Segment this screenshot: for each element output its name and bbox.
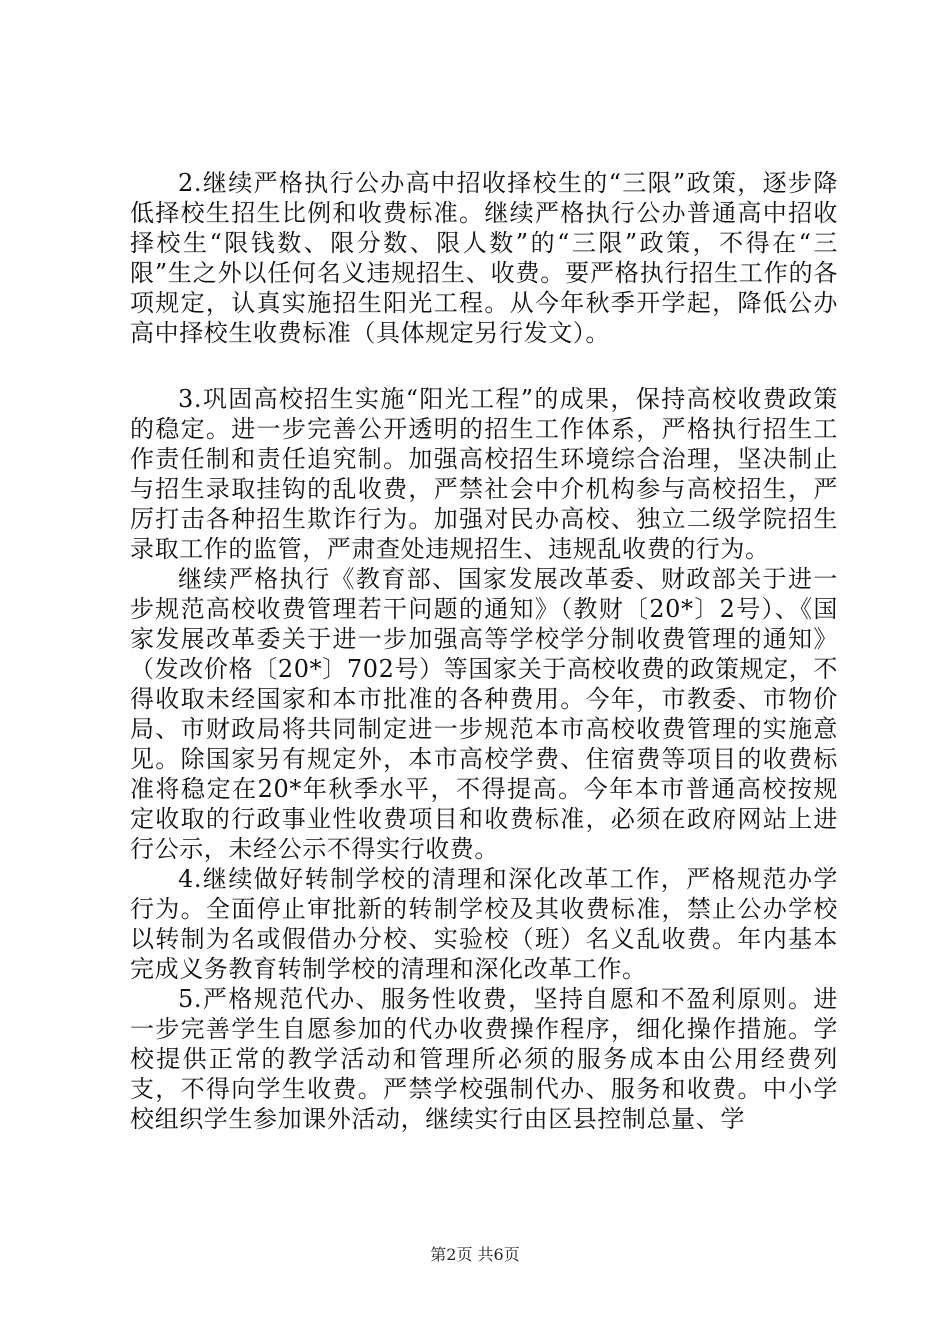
paragraph-gap: [130, 348, 838, 384]
paragraph-item-5: 5.严格规范代办、服务性收费，坚持自愿和不盈利原则。进一步完善学生自愿参加的代办收费操作程序，细化操作措施。学校提供正常的教学活动和管理所必须的服务成本由公用经费列支，不得向学生收费。严禁学校强制代办、服务和收费。中小学校组织学生参加课外活动，继续实行由区县控制总量、学: [130, 985, 838, 1133]
page-footer: 第2页 共6页: [430, 1245, 520, 1264]
paragraph-continued-fees: 继续严格执行《教育部、国家发展改革委、财政部关于进一步规范高校收费管理若干问题的通知》（教财〔20*〕2号）、《国家发展改革委关于进一步加强高等学校学分制收费管理的通知》（发改价格〔20*〕702号）等国家关于高校收费的政策规定，不得收取未经国家和本市批准的各种费用。今年，市教委、市物价局、市财政局将共同制定进一步规范本市高校收费管理的实施意见。除国家另有规定外，本市高校学费、住宿费等项目的收费标准将稳定在20*年秋季水平，不得提高。今年本市普通高校按规定收取的行政事业性收费项目和收费标准，必须在政府网站上进行公示，未经公示不得实行收费。: [130, 565, 838, 863]
paragraph-item-2: 2.继续严格执行公办高中招收择校生的“三限”政策，逐步降低择校生招生比例和收费标准。继续严格执行公办普通高中招收择校生“限钱数、限分数、限人数”的“三限”政策，不得在“三限”生之外以任何名义违规招生、收费。要严格执行招生工作的各项规定，认真实施招生阳光工程。从今年秋季开学起，降低公办高中择校生收费标准（具体规定另行发文）。: [130, 169, 838, 347]
document-body: [130, 168, 838, 1134]
paragraph-item-4: 4.继续做好转制学校的清理和深化改革工作，严格规范办学行为。全面停止审批新的转制学校及其收费标准，禁止公办学校以转制为名或假借办分校、实验校（班）名义乱收费。年内基本完成义务教育转制学校的清理和深化改革工作。: [130, 865, 838, 983]
paragraph-item-3: 3.巩固高校招生实施“阳光工程”的成果，保持高校收费政策的稳定。进一步完善公开透明的招生工作体系，严格执行招生工作责任制和责任追究制。加强高校招生环境综合治理，坚决制止与招生录取挂钩的乱收费，严禁社会中介机构参与高校招生，严厉打击各种招生欺诈行为。加强对民办高校、独立二级学院招生录取工作的监管，严肃查处违规招生、违规乱收费的行为。: [130, 385, 838, 563]
